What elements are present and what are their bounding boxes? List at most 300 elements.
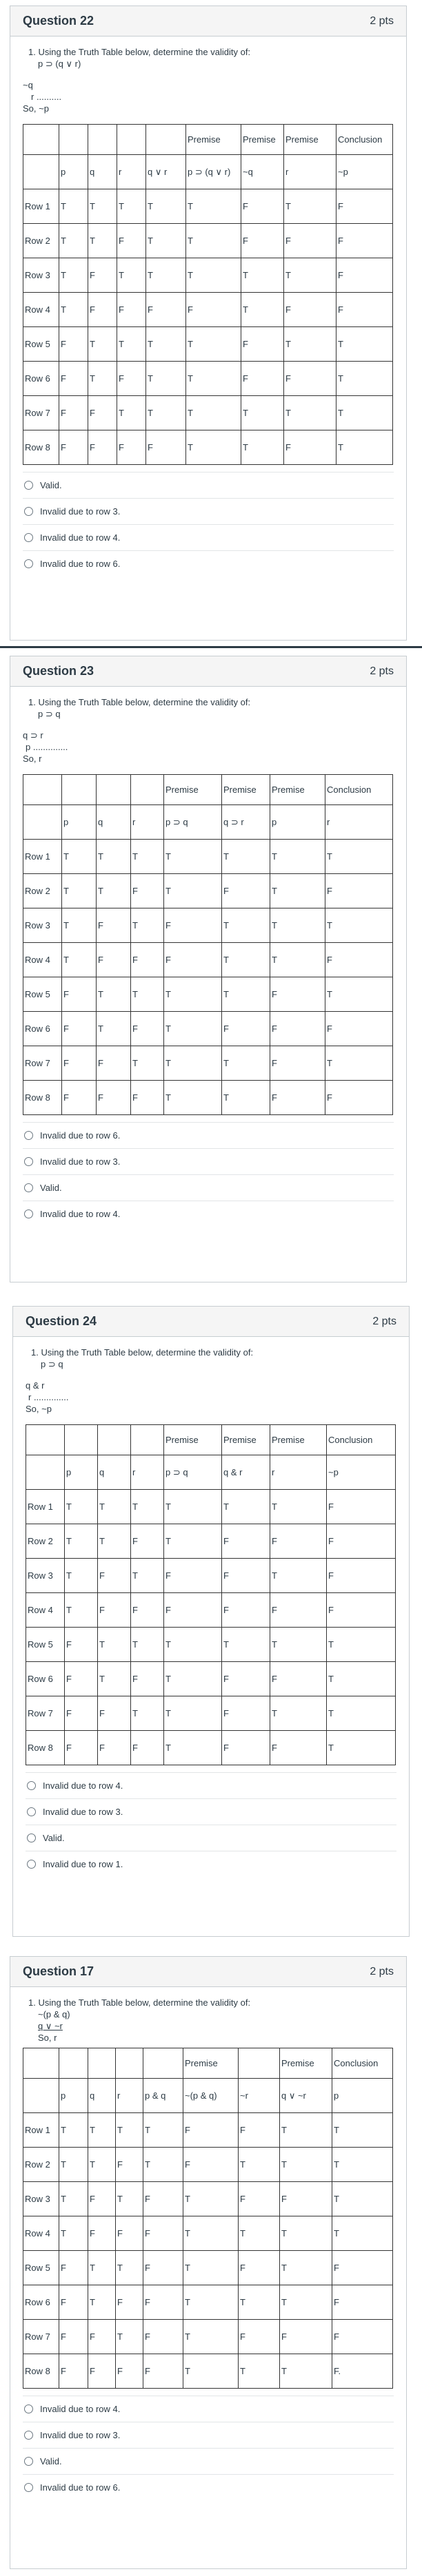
table-cell: F bbox=[98, 1559, 131, 1593]
answer-option[interactable] bbox=[23, 1122, 394, 1148]
table-cell: F bbox=[332, 2251, 393, 2285]
argument-line: So, r bbox=[23, 754, 42, 764]
header-cell bbox=[23, 2079, 59, 2113]
table-cell: F bbox=[98, 1696, 131, 1731]
radio-button[interactable] bbox=[27, 1860, 36, 1869]
table-cell: F bbox=[117, 430, 146, 465]
table-cell: F bbox=[59, 2354, 88, 2389]
header-cell: Conclusion bbox=[325, 775, 393, 805]
table-cell: T bbox=[65, 1593, 98, 1628]
table-cell: F bbox=[59, 327, 88, 362]
table-cell: F bbox=[336, 293, 393, 327]
header-cell: p bbox=[65, 1455, 98, 1490]
answer-option[interactable] bbox=[26, 1825, 396, 1851]
header-cell: q bbox=[88, 2079, 116, 2113]
row-label: Row 4 bbox=[26, 1593, 65, 1628]
table-cell: T bbox=[98, 1628, 131, 1662]
table-cell: T bbox=[131, 908, 164, 943]
table-cell: T bbox=[336, 396, 393, 430]
table-cell: T bbox=[97, 840, 131, 874]
header-cell: p bbox=[332, 2079, 393, 2113]
table-cell: F bbox=[284, 430, 336, 465]
header-cell: ~(p & q) bbox=[183, 2079, 239, 2113]
question-prompt: 1. Using the Truth Table below, determine the validity of: bbox=[31, 1347, 254, 1358]
table-cell: T bbox=[284, 258, 336, 293]
radio-button[interactable] bbox=[24, 1157, 33, 1166]
table-cell: F bbox=[65, 1696, 98, 1731]
question-title: Question 22 bbox=[23, 14, 94, 28]
table-cell: T bbox=[116, 2320, 143, 2354]
table-cell: T bbox=[186, 362, 241, 396]
table-cell: F bbox=[65, 1628, 98, 1662]
radio-button[interactable] bbox=[27, 1781, 36, 1790]
table-cell: F bbox=[270, 1046, 325, 1081]
table-cell: F bbox=[131, 943, 164, 977]
table-cell: F bbox=[131, 1731, 164, 1765]
table-cell: T bbox=[332, 2113, 393, 2148]
table-cell: F bbox=[131, 874, 164, 908]
table-cell: T bbox=[117, 396, 146, 430]
table-cell: F bbox=[284, 362, 336, 396]
table-cell: T bbox=[164, 1662, 222, 1696]
table-cell: F bbox=[222, 1012, 270, 1046]
argument-line: So, ~p bbox=[23, 103, 49, 114]
header-cell bbox=[97, 775, 131, 805]
question-22 bbox=[10, 6, 407, 641]
answer-label: Invalid due to row 4. bbox=[40, 532, 121, 543]
table-cell: F bbox=[222, 1696, 270, 1731]
table-cell: F bbox=[131, 1081, 164, 1115]
table-cell: F bbox=[239, 2182, 280, 2216]
table-cell: F bbox=[325, 1081, 393, 1115]
table-cell: F bbox=[131, 1662, 164, 1696]
table-cell: T bbox=[239, 2354, 280, 2389]
header-cell: Premise bbox=[222, 775, 270, 805]
table-cell: T bbox=[88, 2285, 116, 2320]
table-cell: F bbox=[143, 2251, 183, 2285]
table-cell: T bbox=[280, 2251, 332, 2285]
table-cell: T bbox=[88, 2113, 116, 2148]
table-cell: T bbox=[88, 327, 117, 362]
section-divider bbox=[0, 646, 422, 648]
table-cell: T bbox=[241, 396, 284, 430]
table-cell: T bbox=[59, 2216, 88, 2251]
radio-button[interactable] bbox=[24, 559, 33, 568]
question-title: Question 23 bbox=[23, 664, 94, 678]
row-label: Row 4 bbox=[23, 293, 59, 327]
table-cell: T bbox=[117, 258, 146, 293]
table-cell: T bbox=[164, 1628, 222, 1662]
radio-button[interactable] bbox=[24, 533, 33, 542]
header-cell: q & r bbox=[222, 1455, 270, 1490]
header-cell: r bbox=[325, 805, 393, 840]
table-cell: F bbox=[59, 362, 88, 396]
table-cell: F bbox=[143, 2354, 183, 2389]
header-cell bbox=[131, 775, 164, 805]
header-cell: p bbox=[270, 805, 325, 840]
table-cell: F bbox=[164, 1593, 222, 1628]
table-cell: T bbox=[239, 2285, 280, 2320]
radio-button[interactable] bbox=[24, 1131, 33, 1140]
table-cell: T bbox=[131, 977, 164, 1012]
table-cell: F bbox=[336, 189, 393, 224]
table-cell: F bbox=[117, 224, 146, 258]
table-cell: F bbox=[62, 977, 97, 1012]
header-cell: r bbox=[117, 155, 146, 189]
question-24 bbox=[12, 1306, 410, 1937]
table-cell: T bbox=[88, 362, 117, 396]
table-cell: T bbox=[327, 1628, 396, 1662]
table-cell: T bbox=[239, 2148, 280, 2182]
header-cell: Premise bbox=[222, 1425, 270, 1455]
table-row bbox=[23, 2148, 393, 2182]
question-points: 2 pts bbox=[370, 665, 394, 677]
row-label: Row 3 bbox=[23, 2182, 59, 2216]
radio-button[interactable] bbox=[24, 1209, 33, 1218]
answer-label: Valid. bbox=[40, 480, 62, 490]
answer-label: Invalid due to row 3. bbox=[40, 1156, 121, 1167]
answer-option[interactable] bbox=[23, 2474, 394, 2500]
header-cell bbox=[116, 2048, 143, 2079]
table-cell: F bbox=[164, 908, 222, 943]
table-row bbox=[23, 430, 393, 465]
table-cell: F bbox=[332, 2320, 393, 2354]
answer-option[interactable] bbox=[23, 2422, 394, 2448]
table-cell: F bbox=[222, 1731, 270, 1765]
question-header bbox=[13, 1307, 409, 1337]
table-cell: F bbox=[327, 1593, 396, 1628]
table-cell: F bbox=[88, 2354, 116, 2389]
table-cell: F bbox=[239, 2113, 280, 2148]
table-cell: T bbox=[146, 258, 186, 293]
header-cell: Conclusion bbox=[336, 125, 393, 155]
table-cell: T bbox=[280, 2354, 332, 2389]
table-cell: T bbox=[98, 1490, 131, 1524]
header-cell: r bbox=[284, 155, 336, 189]
table-cell: T bbox=[336, 362, 393, 396]
table-cell: T bbox=[284, 396, 336, 430]
row-label: Row 8 bbox=[23, 430, 59, 465]
table-cell: T bbox=[98, 1662, 131, 1696]
answer-option[interactable] bbox=[23, 1201, 394, 1227]
argument-line: p ⊃ q bbox=[38, 709, 61, 719]
table-cell: T bbox=[327, 1696, 396, 1731]
row-label: Row 2 bbox=[23, 224, 59, 258]
header-cell: p bbox=[59, 155, 88, 189]
table-cell: T bbox=[222, 943, 270, 977]
table-cell: T bbox=[97, 977, 131, 1012]
question-prompt: 1. Using the Truth Table below, determine the validity of: bbox=[28, 1997, 251, 2008]
header-cell bbox=[26, 1425, 65, 1455]
table-cell: T bbox=[59, 2148, 88, 2182]
table-cell: T bbox=[222, 1628, 270, 1662]
row-label: Row 7 bbox=[26, 1696, 65, 1731]
table-cell: F bbox=[88, 2320, 116, 2354]
answer-option[interactable] bbox=[23, 524, 394, 550]
answer-label: Invalid due to row 3. bbox=[40, 506, 121, 517]
table-cell: F bbox=[222, 1524, 270, 1559]
answer-options bbox=[26, 1772, 396, 1877]
table-cell: T bbox=[97, 874, 131, 908]
table-row bbox=[23, 327, 393, 362]
answer-label: Valid. bbox=[40, 1183, 62, 1193]
answer-option[interactable] bbox=[23, 1174, 394, 1201]
table-cell: T bbox=[143, 2148, 183, 2182]
table-cell: F bbox=[222, 874, 270, 908]
table-cell: F bbox=[131, 1593, 164, 1628]
header-cell bbox=[146, 125, 186, 155]
table-cell: F bbox=[97, 1046, 131, 1081]
table-cell: F bbox=[131, 1524, 164, 1559]
header-cell: p bbox=[62, 805, 97, 840]
table-cell: T bbox=[146, 396, 186, 430]
table-cell: T bbox=[116, 2182, 143, 2216]
table-cell: T bbox=[222, 840, 270, 874]
table-cell: T bbox=[327, 1731, 396, 1765]
truth-table bbox=[23, 2048, 393, 2389]
argument-line: p ⊃ q bbox=[41, 1359, 63, 1369]
table-row bbox=[23, 2182, 393, 2216]
argument-line: q ⊃ r bbox=[23, 730, 43, 740]
table-cell: F bbox=[270, 1593, 327, 1628]
table-cell: F bbox=[116, 2285, 143, 2320]
table-row bbox=[26, 1731, 396, 1765]
radio-button[interactable] bbox=[24, 2483, 33, 2492]
table-cell: F bbox=[88, 2216, 116, 2251]
row-label: Row 5 bbox=[23, 977, 62, 1012]
table-cell: T bbox=[62, 874, 97, 908]
table-row bbox=[26, 1593, 396, 1628]
table-cell: T bbox=[270, 1490, 327, 1524]
table-cell: T bbox=[241, 293, 284, 327]
table-cell: T bbox=[98, 1524, 131, 1559]
row-label: Row 3 bbox=[23, 908, 62, 943]
table-cell: T bbox=[241, 430, 284, 465]
truth-table bbox=[23, 124, 393, 465]
answer-option[interactable] bbox=[23, 2396, 394, 2422]
argument-line: q & r bbox=[26, 1380, 45, 1391]
table-cell: T bbox=[62, 908, 97, 943]
row-label: Row 1 bbox=[23, 189, 59, 224]
radio-button[interactable] bbox=[24, 481, 33, 490]
row-label: Row 3 bbox=[26, 1559, 65, 1593]
header-cell bbox=[143, 2048, 183, 2079]
answer-label: Invalid due to row 6. bbox=[40, 1130, 121, 1141]
table-cell: F. bbox=[332, 2354, 393, 2389]
row-label: Row 5 bbox=[23, 2251, 59, 2285]
table-row bbox=[23, 840, 393, 874]
header-cell: r bbox=[270, 1455, 327, 1490]
row-label: Row 6 bbox=[23, 362, 59, 396]
answer-option[interactable] bbox=[23, 2448, 394, 2474]
radio-button[interactable] bbox=[24, 1183, 33, 1192]
question-prompt: 1. Using the Truth Table below, determine the validity of: bbox=[28, 697, 251, 707]
table-row bbox=[26, 1662, 396, 1696]
row-label: Row 6 bbox=[23, 1012, 62, 1046]
table-row bbox=[23, 908, 393, 943]
answer-label: Invalid due to row 4. bbox=[40, 1209, 121, 1219]
table-cell: F bbox=[186, 293, 241, 327]
radio-button[interactable] bbox=[24, 2431, 33, 2440]
row-label: Row 6 bbox=[23, 2285, 59, 2320]
row-label: Row 8 bbox=[23, 2354, 59, 2389]
table-cell: F bbox=[270, 977, 325, 1012]
argument-line: p ⊃ (q ∨ r) bbox=[38, 59, 81, 69]
table-cell: T bbox=[336, 430, 393, 465]
table-cell: T bbox=[59, 224, 88, 258]
argument-line: So, r bbox=[38, 2033, 57, 2043]
header-cell bbox=[23, 125, 59, 155]
table-cell: F bbox=[222, 1559, 270, 1593]
table-cell: T bbox=[164, 977, 222, 1012]
table-cell: T bbox=[59, 2182, 88, 2216]
truth-table bbox=[26, 1424, 396, 1765]
table-cell: F bbox=[97, 1081, 131, 1115]
table-cell: T bbox=[65, 1490, 98, 1524]
table-cell: F bbox=[325, 943, 393, 977]
table-cell: T bbox=[59, 2113, 88, 2148]
table-cell: T bbox=[117, 189, 146, 224]
table-cell: T bbox=[164, 1490, 222, 1524]
table-row bbox=[26, 1628, 396, 1662]
table-cell: T bbox=[65, 1524, 98, 1559]
header-cell: q bbox=[97, 805, 131, 840]
table-cell: T bbox=[88, 224, 117, 258]
table-cell: T bbox=[239, 2216, 280, 2251]
table-cell: T bbox=[186, 396, 241, 430]
truth-table bbox=[23, 774, 393, 1115]
answer-options bbox=[23, 2396, 394, 2500]
radio-button[interactable] bbox=[24, 2404, 33, 2413]
table-cell: T bbox=[270, 1628, 327, 1662]
header-cell bbox=[88, 2048, 116, 2079]
row-label: Row 5 bbox=[26, 1628, 65, 1662]
table-cell: T bbox=[146, 189, 186, 224]
answer-option[interactable] bbox=[26, 1772, 396, 1798]
table-row bbox=[23, 189, 393, 224]
table-row bbox=[26, 1524, 396, 1559]
radio-button[interactable] bbox=[24, 2457, 33, 2466]
row-label: Row 1 bbox=[23, 840, 62, 874]
table-cell: F bbox=[280, 2182, 332, 2216]
radio-button[interactable] bbox=[27, 1807, 36, 1816]
argument-line: ~(p & q) bbox=[38, 2009, 70, 2019]
question-17 bbox=[10, 1956, 407, 2569]
answer-label: Invalid due to row 4. bbox=[43, 1780, 123, 1791]
header-cell: p bbox=[59, 2079, 88, 2113]
table-cell: F bbox=[59, 2251, 88, 2285]
table-cell: F bbox=[88, 2182, 116, 2216]
table-row bbox=[23, 2251, 393, 2285]
table-cell: T bbox=[143, 2113, 183, 2148]
answer-option[interactable] bbox=[26, 1851, 396, 1877]
answer-label: Valid. bbox=[40, 2456, 62, 2466]
argument-line: p .............. bbox=[26, 742, 68, 752]
table-cell: F bbox=[65, 1662, 98, 1696]
table-cell: T bbox=[183, 2216, 239, 2251]
header-cell: ~r bbox=[239, 2079, 280, 2113]
header-cell: r bbox=[131, 1455, 164, 1490]
table-cell: F bbox=[183, 2148, 239, 2182]
question-points: 2 pts bbox=[372, 1315, 396, 1327]
header-cell: q bbox=[88, 155, 117, 189]
table-cell: T bbox=[62, 943, 97, 977]
header-cell: Premise bbox=[164, 1425, 222, 1455]
answer-option[interactable] bbox=[23, 1148, 394, 1174]
table-cell: F bbox=[222, 1593, 270, 1628]
table-cell: T bbox=[183, 2354, 239, 2389]
answer-label: Invalid due to row 6. bbox=[40, 2482, 121, 2493]
table-row bbox=[23, 2216, 393, 2251]
table-cell: F bbox=[88, 293, 117, 327]
argument-line: So, ~p bbox=[26, 1404, 52, 1414]
answer-option[interactable] bbox=[23, 472, 394, 498]
table-cell: F bbox=[336, 224, 393, 258]
answer-options bbox=[23, 1122, 394, 1227]
table-cell: F bbox=[325, 874, 393, 908]
row-label: Row 1 bbox=[23, 2113, 59, 2148]
answer-option[interactable] bbox=[23, 550, 394, 577]
table-cell: F bbox=[117, 293, 146, 327]
table-cell: T bbox=[131, 1559, 164, 1593]
row-label: Row 7 bbox=[23, 1046, 62, 1081]
header-cell bbox=[26, 1455, 65, 1490]
header-cell: Premise bbox=[270, 775, 325, 805]
table-cell: F bbox=[146, 430, 186, 465]
table-row bbox=[23, 943, 393, 977]
table-row bbox=[26, 1559, 396, 1593]
header-cell: ~p bbox=[327, 1455, 396, 1490]
header-cell: ~p bbox=[336, 155, 393, 189]
row-label: Row 7 bbox=[23, 2320, 59, 2354]
table-cell: F bbox=[183, 2113, 239, 2148]
table-cell: T bbox=[332, 2148, 393, 2182]
row-label: Row 4 bbox=[23, 943, 62, 977]
header-cell bbox=[98, 1425, 131, 1455]
row-label: Row 5 bbox=[23, 327, 59, 362]
header-cell: Premise bbox=[183, 2048, 239, 2079]
row-label: Row 4 bbox=[23, 2216, 59, 2251]
header-cell bbox=[62, 775, 97, 805]
table-cell: T bbox=[183, 2182, 239, 2216]
table-cell: T bbox=[146, 224, 186, 258]
table-cell: T bbox=[131, 1490, 164, 1524]
header-cell: q bbox=[98, 1455, 131, 1490]
table-row bbox=[23, 1046, 393, 1081]
table-cell: T bbox=[88, 189, 117, 224]
table-cell: T bbox=[222, 1490, 270, 1524]
table-cell: T bbox=[284, 327, 336, 362]
answer-option[interactable] bbox=[23, 498, 394, 524]
question-points: 2 pts bbox=[370, 1965, 394, 1977]
table-cell: T bbox=[131, 840, 164, 874]
header-cell bbox=[88, 125, 117, 155]
radio-button[interactable] bbox=[27, 1834, 36, 1842]
table-cell: T bbox=[222, 1081, 270, 1115]
answer-option[interactable] bbox=[26, 1798, 396, 1825]
table-cell: F bbox=[327, 1524, 396, 1559]
table-cell: T bbox=[327, 1662, 396, 1696]
table-cell: F bbox=[270, 1081, 325, 1115]
table-cell: F bbox=[116, 2354, 143, 2389]
radio-button[interactable] bbox=[24, 507, 33, 516]
table-cell: T bbox=[164, 1046, 222, 1081]
header-cell: p & q bbox=[143, 2079, 183, 2113]
table-cell: T bbox=[164, 1081, 222, 1115]
row-label: Row 8 bbox=[23, 1081, 62, 1115]
table-cell: T bbox=[241, 258, 284, 293]
table-row bbox=[23, 2113, 393, 2148]
